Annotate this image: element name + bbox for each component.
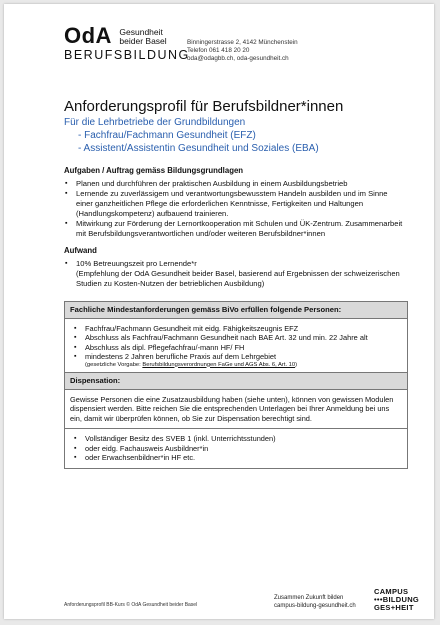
- list-item: ▪ Abschluss als dipl. Pflegefachfrau/-mann HF/ FH: [73, 343, 402, 353]
- aufwand-section: [64, 246, 404, 289]
- list-item: ▪ Fachfrau/Fachmann Gesundheit mit eidg. Fähigkeitszeugnis EFZ: [73, 324, 402, 334]
- subtitle-line: - Assistent/Assistentin Gesundheit und Soziales (EBA): [78, 143, 319, 154]
- subtitle-line: Für die Lehrbetriebe der Grundbildungen: [64, 117, 246, 128]
- page-title: Anforderungsprofil für Berufsbildner*innen: [64, 98, 344, 115]
- oda-logo: [64, 23, 190, 62]
- aufwand-list: [64, 259, 404, 269]
- legal-note-suffix: ): [295, 361, 298, 368]
- aufwand-note: (Empfehlung der OdA Gesundheit beider Basel, basierend auf Ergebnissen der schweizerischen Studien zu Kosten-Nutzen der betrieblichen Ausbildung): [76, 269, 400, 288]
- list-item: ▪ oder eidg. Fachausweis Ausbildner*in: [73, 444, 402, 454]
- dispensation-body: [65, 429, 407, 468]
- logo-subtitle: [119, 28, 166, 46]
- footer-slogan: [274, 594, 356, 610]
- dispensation-list: [73, 434, 402, 463]
- mindest-list: [73, 324, 402, 362]
- subtitle-block: [64, 116, 319, 155]
- mindest-body: [65, 319, 407, 374]
- list-item: ▪ Abschluss als Fachfrau/Fachmann Gesundheit nach BAE Art. 32 und min. 22 Jahre alt: [73, 333, 402, 343]
- mindest-heading: Fachliche Mindestanforderungen gemäss BiVo erfüllen folgende Personen:: [65, 302, 407, 319]
- campus-logo-line: CAMPUS: [374, 587, 409, 596]
- subtitle-line: - Fachfrau/Fachmann Gesundheit (EFZ): [78, 130, 256, 141]
- dispensation-text: Gewisse Personen die eine Zusatzausbildung haben (siehe unten), können von gewissen Modulen dispensiert werden. Bitte reichen Sie die entsprechenden Unterlagen bei Ihrer Anmeldung bei uns ein, damit wir überprüfen können, ob Sie zur Dispensation berechtigt sind.: [65, 390, 407, 430]
- mindest-box: [64, 301, 408, 375]
- campus-logo: [374, 588, 419, 612]
- list-item: ▪ Mitwirkung zur Förderung der Lernortkooperation mit Schulen und ÜK-Zentrum. Zusammenarbeit mit Berufsbildungsverantwortlichen und/oder weiteren Berufsbildner*innen: [64, 219, 404, 239]
- address-line: oda@odagbb.ch, oda-gesundheit.ch: [187, 55, 289, 63]
- aufwand-heading: Aufwand: [64, 246, 97, 255]
- legal-note: [73, 362, 402, 369]
- list-item: ▪ mindestens 2 Jahren berufliche Praxis auf dem Lehrgebiet: [73, 352, 402, 362]
- address-line: Telefon 061 418 20 20: [187, 47, 250, 55]
- list-item: ▪ Planen und durchführen der praktischen Ausbildung in einem Ausbildungsbetrieb: [64, 179, 404, 189]
- dispensation-heading: Dispensation:: [65, 373, 407, 390]
- dispensation-box: [64, 372, 408, 469]
- footer-website[interactable]: campus-bildung-gesundheit.ch: [274, 603, 356, 609]
- document-page: [4, 4, 434, 619]
- footer-copyright: Anforderungsprofil BB-Kurs © OdA Gesundheit beider Basel: [64, 602, 198, 608]
- address-line: Binningerstrasse 2, 4142 Münchenstein: [187, 39, 298, 46]
- campus-logo-line: GES+HEIT: [374, 603, 414, 612]
- legal-note-link[interactable]: Berufsbildungsverordnungen FaGe und AGS Abs. 6, Art. 10: [142, 361, 296, 368]
- list-item: ▪ Lernende zu zuverlässigem und verantwortungsbewusstem Handeln ausbilden und im Sinne einer ganzheitlichen Pflege die erforderlichen Kenntnisse, Fertigkeiten und Haltungen (Handlungskompetenz) aufbauend trainieren.: [64, 189, 404, 219]
- logo-sub1: Gesundheit: [119, 27, 163, 37]
- logo-berufsbildung: BERUFSBILDUNG: [64, 48, 190, 62]
- campus-logo-line: •••BILDUNG: [374, 595, 420, 604]
- address-block: [187, 39, 298, 64]
- logo-sub2: beider Basel: [119, 36, 167, 46]
- list-item: ▪ Vollständiger Besitz des SVEB 1 (inkl. Unterrichtsstunden): [73, 434, 402, 444]
- aufgaben-section: [64, 166, 404, 239]
- aufgaben-heading: Aufgaben / Auftrag gemäss Bildungsgrundlagen: [64, 166, 244, 175]
- list-item: ▪ 10% Betreuungszeit pro Lernende*r: [64, 259, 404, 269]
- legal-note-prefix: (gesetzliche Vorgabe:: [85, 361, 143, 368]
- list-item: ▪ oder Erwachsenbildner*in HF etc.: [73, 453, 402, 463]
- logo-oda: OdA: [64, 23, 112, 48]
- aufgaben-list: [64, 179, 404, 239]
- footer-slogan-line: Zusammen Zukunft bilden: [274, 595, 344, 601]
